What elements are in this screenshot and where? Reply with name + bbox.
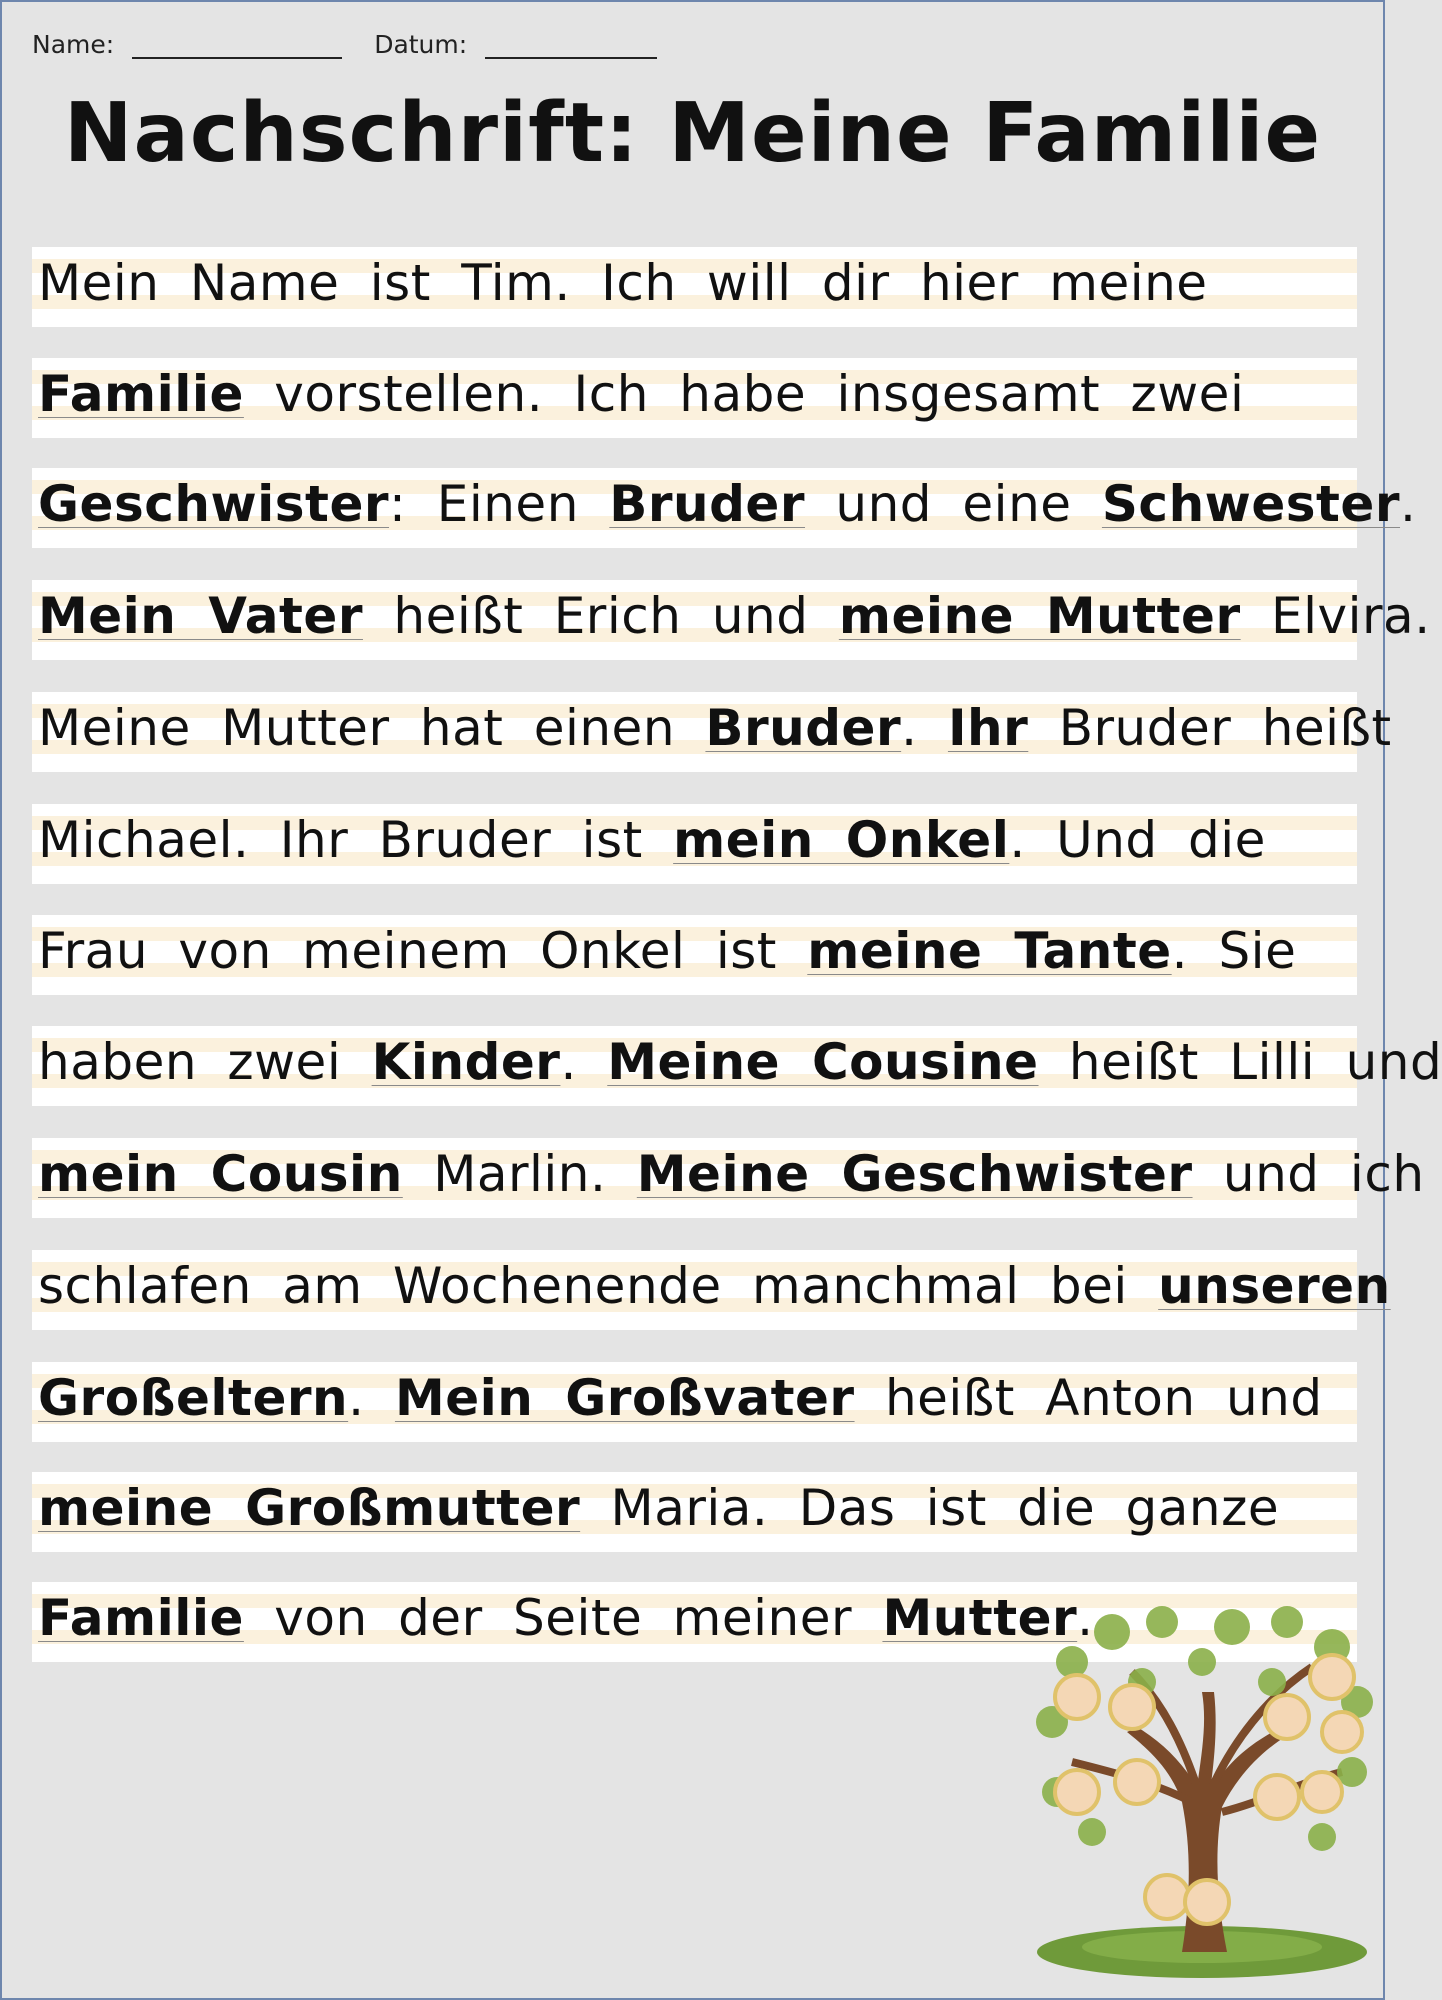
text-segment: Maria. Das ist die ganze — [580, 1479, 1280, 1537]
highlighted-word: mein Cousin — [38, 1145, 403, 1203]
text-segment: vorstellen. Ich habe insgesamt zwei — [243, 365, 1245, 423]
text-segment: heißt Erich und — [362, 587, 839, 645]
text-segment: heißt Anton und — [854, 1369, 1323, 1427]
highlighted-word: Familie — [38, 365, 244, 423]
text-line — [32, 247, 1357, 327]
line-text — [38, 1478, 1279, 1538]
line-text — [38, 1032, 1442, 1092]
highlighted-word: Mein Großvater — [394, 1369, 855, 1427]
family-tree-illustration — [1032, 1602, 1377, 1982]
text-line — [32, 804, 1357, 884]
text-line — [32, 1472, 1357, 1552]
highlighted-word: Meine Geschwister — [636, 1145, 1193, 1203]
text-segment: von der Seite meiner — [243, 1589, 883, 1647]
text-segment: . — [348, 1369, 395, 1427]
text-segment: schlafen am Wochenende manchmal bei — [38, 1257, 1159, 1315]
text-line — [32, 358, 1357, 438]
highlighted-word: Mein Vater — [38, 587, 363, 645]
text-segment: und ich — [1192, 1145, 1425, 1203]
line-text — [38, 253, 1208, 313]
highlighted-word: Mutter — [882, 1589, 1078, 1647]
highlighted-word: Großeltern — [38, 1369, 349, 1427]
highlighted-word: Familie — [38, 1589, 244, 1647]
date-field[interactable] — [485, 31, 657, 59]
text-segment: Elvira. — [1240, 587, 1431, 645]
highlighted-word: meine Großmutter — [38, 1479, 581, 1537]
text-segment: Marlin. — [402, 1145, 637, 1203]
highlighted-word: Kinder — [371, 1033, 561, 1091]
line-text — [38, 586, 1431, 646]
text-segment: . Sie — [1171, 922, 1297, 980]
text-segment: Bruder heißt — [1028, 699, 1392, 757]
line-text — [38, 364, 1244, 424]
text-line — [32, 468, 1417, 548]
text-segment: und eine — [805, 475, 1102, 533]
line-text — [38, 474, 1416, 534]
text-segment: Michael. Ihr Bruder ist — [38, 811, 674, 869]
text-line — [32, 1250, 1391, 1330]
text-segment: . — [1400, 475, 1417, 533]
highlighted-word: Meine Cousine — [607, 1033, 1039, 1091]
text-segment: Meine Mutter hat einen — [38, 699, 706, 757]
text-segment: haben zwei — [38, 1033, 372, 1091]
text-segment: . — [901, 699, 948, 757]
line-text — [38, 1588, 1094, 1648]
text-line — [32, 1026, 1442, 1106]
highlighted-word: Schwester — [1101, 475, 1401, 533]
highlighted-word: Bruder — [609, 475, 806, 533]
highlighted-word: Geschwister — [38, 475, 390, 533]
page-title: Nachschrift: Meine Familie — [63, 86, 1322, 181]
highlighted-word: Bruder — [705, 699, 902, 757]
highlighted-word: unseren — [1158, 1257, 1391, 1315]
text-segment: heißt Lilli und — [1038, 1033, 1442, 1091]
text-segment: . — [1077, 1589, 1094, 1647]
text-line — [32, 1138, 1425, 1218]
highlighted-word: meine Tante — [807, 922, 1172, 980]
text-segment: . — [560, 1033, 608, 1091]
date-label: Datum: — [374, 30, 468, 59]
line-text — [38, 1368, 1323, 1428]
line-text — [38, 698, 1392, 758]
name-label: Name: — [32, 30, 115, 59]
highlighted-word: meine Mutter — [838, 587, 1241, 645]
highlighted-word: mein Onkel — [673, 811, 1010, 869]
name-field[interactable] — [132, 31, 342, 59]
text-segment: : Einen — [389, 475, 610, 533]
text-line — [32, 580, 1431, 660]
text-line — [32, 1362, 1357, 1442]
line-text — [38, 921, 1296, 981]
header-fields — [32, 30, 657, 59]
highlighted-word: Ihr — [947, 699, 1029, 757]
text-line — [32, 692, 1392, 772]
line-text — [38, 1256, 1391, 1316]
text-segment: Frau von meinem Onkel ist — [38, 922, 808, 980]
text-line — [32, 915, 1357, 995]
line-text — [38, 1144, 1425, 1204]
text-segment: . Und die — [1009, 811, 1266, 869]
line-text — [38, 810, 1266, 870]
text-segment: Mein Name ist Tim. Ich will dir hier meine — [38, 254, 1208, 312]
